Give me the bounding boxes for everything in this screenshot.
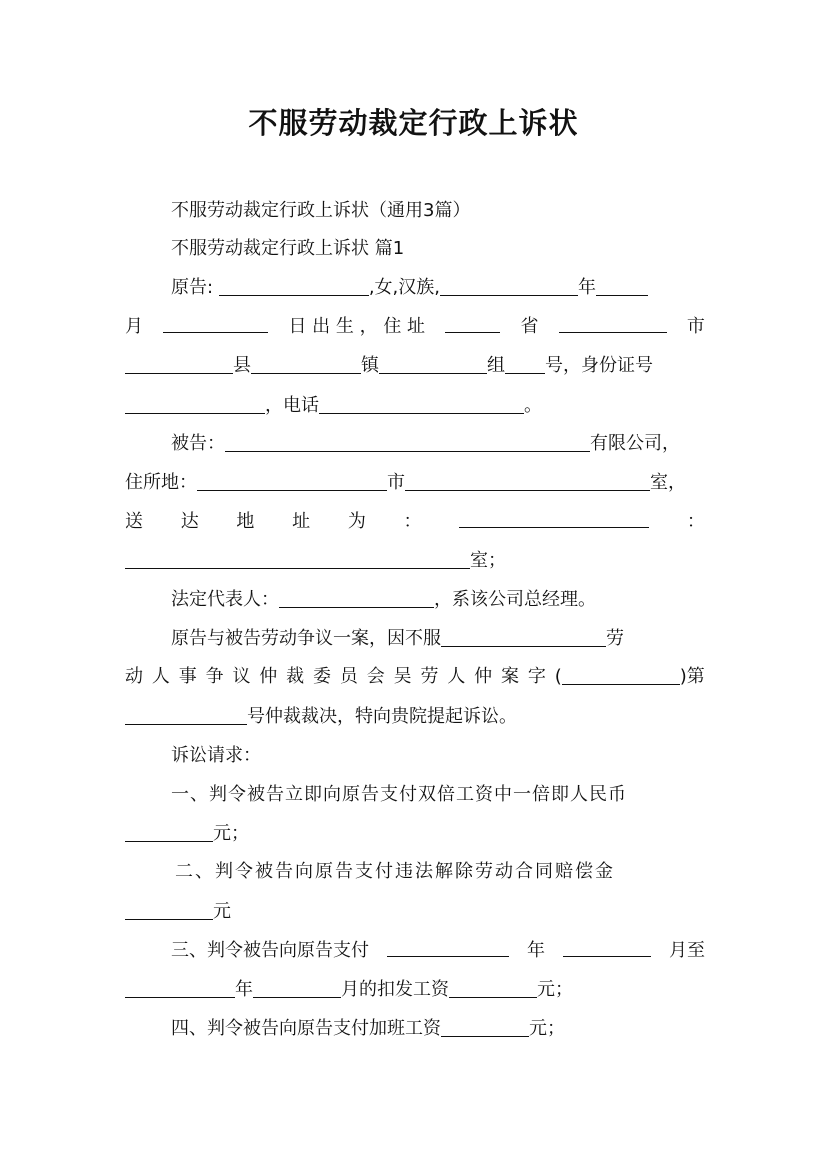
case-char: 会 <box>366 666 385 687</box>
defendant-line-4 <box>125 546 705 576</box>
case-char: 案 <box>501 666 520 687</box>
claim-3-month-blank[interactable] <box>563 936 651 957</box>
case-number-blank[interactable] <box>125 704 247 725</box>
claim-3-month2-blank[interactable] <box>253 977 341 998</box>
year-text: 年 <box>577 277 596 298</box>
claim-1-cont <box>125 819 705 849</box>
claim-3-year-blank[interactable] <box>387 936 509 957</box>
case-char: 动 <box>125 666 143 687</box>
gender-ethnicity-text: ,女,汉族, <box>368 277 440 298</box>
claim-4-end: 元； <box>529 1018 565 1039</box>
section-heading: 不服劳动裁定行政上诉状 篇1 <box>171 238 405 259</box>
case-char: 委 <box>313 666 332 687</box>
case-line-1 <box>171 624 705 654</box>
birth-month-blank[interactable] <box>596 275 648 296</box>
case-line-3 <box>125 702 705 732</box>
case-number-paren <box>555 662 705 692</box>
case-char: 员 <box>339 666 358 687</box>
room-text: 室， <box>650 472 686 493</box>
period-text: 。 <box>524 395 542 416</box>
claim-3-wage-text: 月的扣发工资 <box>341 979 449 1000</box>
city-text: 市 <box>686 316 705 337</box>
id-number-text: 号，身份证号 <box>545 355 653 376</box>
subtitle: 不服劳动裁定行政上诉状（通用3篇） <box>171 200 471 221</box>
case-char: 事 <box>178 666 197 687</box>
service-address-blank[interactable] <box>459 507 649 528</box>
service-word: 地 <box>236 511 255 532</box>
address-city-text: 市 <box>387 472 405 493</box>
defendant-line-3 <box>125 507 705 537</box>
arbitration-org-blank[interactable] <box>441 626 606 647</box>
case-char: 吴 <box>393 666 412 687</box>
case-char: 劳 <box>420 666 439 687</box>
legal-rep-label: 法定代表人： <box>171 589 279 610</box>
plaintiff-line-1 <box>171 273 705 303</box>
plaintiff-label: 原告: <box>171 277 214 298</box>
document-title: 不服劳动裁定行政上诉状 <box>248 106 579 140</box>
claim-3-year: 年 <box>527 940 545 961</box>
claim-3-month-to: 月至 <box>669 940 705 961</box>
province-text: 省 <box>520 316 539 337</box>
county-text: 县 <box>233 355 251 376</box>
case-text: 原告与被告劳动争议一案，因不服 <box>171 628 441 649</box>
claim-2: 二、判令被告向原告支付违法解除劳动合同赔偿金 <box>175 861 615 882</box>
claim-3 <box>171 936 705 966</box>
county-blank[interactable] <box>125 353 233 374</box>
service-word: ： <box>403 511 422 532</box>
claim-4-text: 四、判令被告向原告支付加班工资 <box>171 1018 441 1039</box>
case-text-end: 劳 <box>606 628 624 649</box>
case-char: 裁 <box>286 666 305 687</box>
legal-rep-text: ，系该公司总经理。 <box>434 589 596 610</box>
case-text-3: 号仲裁裁决，特向贵院提起诉讼。 <box>247 706 517 727</box>
phone-blank[interactable] <box>319 393 524 414</box>
service-word: 送 <box>125 511 143 532</box>
case-char: 字 <box>527 666 546 687</box>
claim-4 <box>171 1014 705 1044</box>
claim-3-year2: 年 <box>235 979 253 1000</box>
company-text: 有限公司， <box>590 433 680 454</box>
paren-open: ( <box>554 666 562 687</box>
number-blank[interactable] <box>505 353 545 374</box>
claim-2-amount-blank[interactable] <box>125 899 213 920</box>
service-word: 达 <box>180 511 199 532</box>
province-blank[interactable] <box>445 312 500 333</box>
claim-3-text: 三、判令被告向原告支付 <box>171 940 369 961</box>
company-blank[interactable] <box>225 431 590 452</box>
claim-3-end: 元； <box>537 979 573 1000</box>
legal-rep-line <box>171 585 705 615</box>
address-detail-blank[interactable] <box>405 470 650 491</box>
id-number-blank[interactable] <box>125 393 265 414</box>
legal-rep-blank[interactable] <box>279 587 434 608</box>
town-blank[interactable] <box>251 353 361 374</box>
claim-2-cont <box>125 897 705 927</box>
plaintiff-line-3 <box>125 351 705 381</box>
month-text: 月 <box>125 316 143 337</box>
case-year-blank[interactable] <box>562 664 680 685</box>
defendant-line-1 <box>171 429 705 459</box>
service-address-detail-blank[interactable] <box>125 548 470 569</box>
claim-1: 一、判令被告立即向原告支付双倍工资中一倍即人民币 <box>171 784 627 805</box>
plaintiff-line-4 <box>125 391 705 421</box>
group-blank[interactable] <box>379 353 487 374</box>
group-text: 组 <box>487 355 505 376</box>
paren-close: )第 <box>679 666 705 687</box>
birth-year-blank[interactable] <box>440 275 578 296</box>
room-end-text: 室； <box>470 550 506 571</box>
plaintiff-line-2 <box>125 312 705 342</box>
case-char: 争 <box>205 666 224 687</box>
colon-text: ： <box>686 511 705 532</box>
claim-2-end: 元 <box>213 901 231 922</box>
claim-1-amount-blank[interactable] <box>125 821 213 842</box>
city-blank[interactable] <box>559 312 667 333</box>
case-line-2 <box>125 662 705 692</box>
defendant-label: 被告： <box>171 433 225 454</box>
service-word: 址 <box>292 511 311 532</box>
claim-3-year2-blank[interactable] <box>125 977 235 998</box>
case-char: 人 <box>151 666 170 687</box>
service-word: 为 <box>347 511 366 532</box>
case-char: 人 <box>447 666 466 687</box>
claim-3-cont <box>125 975 705 1005</box>
name-blank[interactable] <box>219 275 369 296</box>
claim-1-end: 元； <box>213 823 249 844</box>
town-text: 镇 <box>361 355 379 376</box>
claim-4-amount-blank[interactable] <box>441 1016 529 1037</box>
case-char: 议 <box>232 666 251 687</box>
case-char: 仲 <box>259 666 278 687</box>
address-label: 住所地： <box>125 472 197 493</box>
phone-text: ，电话 <box>265 395 319 416</box>
claim-3-amount-blank[interactable] <box>449 977 537 998</box>
address-city-blank[interactable] <box>197 470 387 491</box>
claims-heading: 诉讼请求： <box>171 745 261 766</box>
case-char: 仲 <box>474 666 493 687</box>
defendant-line-2 <box>125 468 705 498</box>
birth-address-text: 日 出 生 ， 住 址 <box>288 316 426 337</box>
birth-day-blank[interactable] <box>163 312 268 333</box>
